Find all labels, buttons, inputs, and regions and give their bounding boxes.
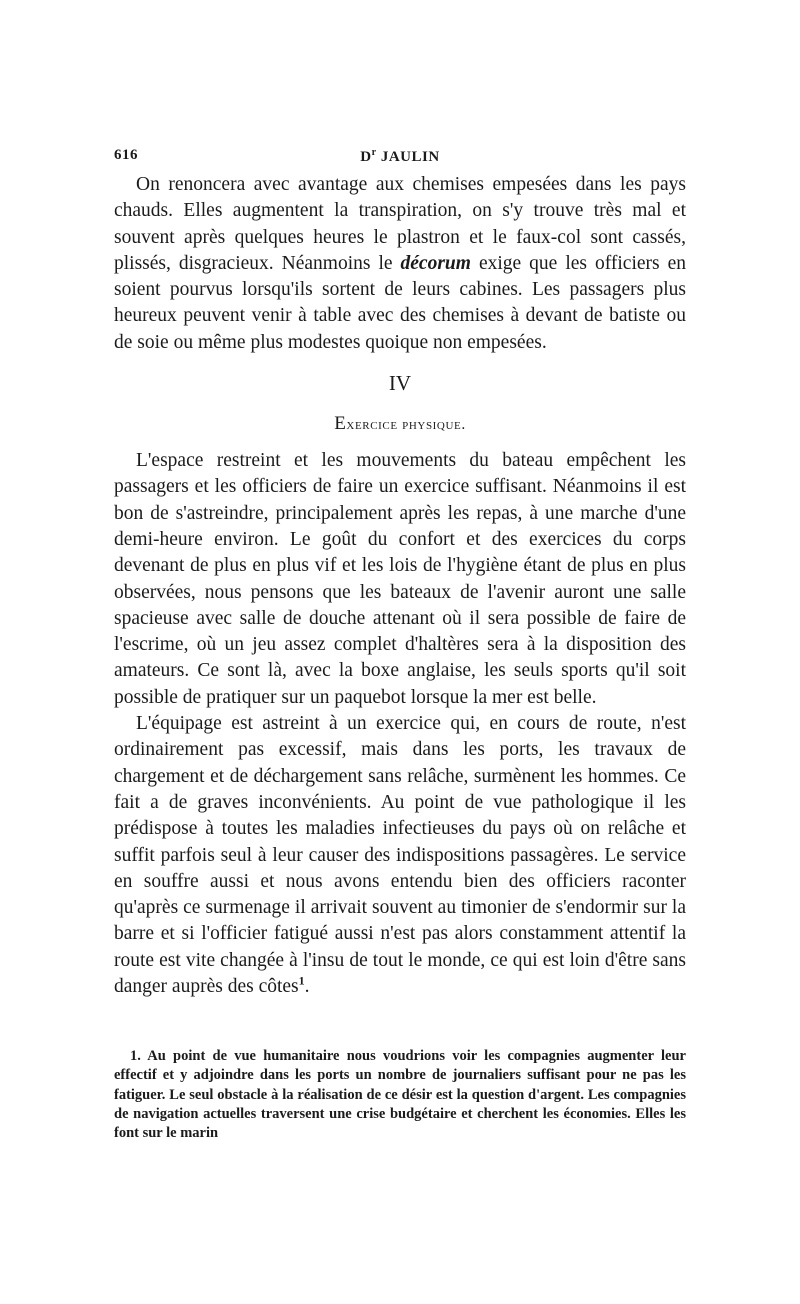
paragraph-1-italic: décorum [400,252,471,274]
section-title-cap: E [334,413,347,435]
paragraph-2: L'espace restreint et les mouvements du bateau empêchent les passagers et les officiers de faire un exercice suffisant. Néanmoins il est bon de s'astreindre, principalement après les repas, à une marche d'une demi-heure environ. Le goût du confort et des exercices du corps devenant de plus en plus vif et les lois de l'hygiène étant de plus en plus observées, nous pensons que les bateaux de l'avenir auront une salle spacieuse avec salle de douche attenant où il sera possible de faire de l'escrime, où un jeu assez complet d'haltères sera à la disposition des amateurs. Ce sont là, avec la boxe anglaise, les seuls sports qu'il soit possible de pratiquer sur un paquebot lorsque la mer est belle. [114,450,686,708]
section-title [114,412,686,436]
paragraph-1-start: On renoncera avec avantage aux chemises empesées dans les pays chauds. Elles augmentent la transpiration, on s'y trouve très mal et souvent après quelques heures le plastron et le faux-col sont cassés, plissés, disgracieux. Néanmoins le [114,174,686,274]
footnote [114,1047,686,1143]
running-title-sup: r [371,147,377,158]
paragraph-1-end: exige que les officiers en soient pourvus lorsqu'ils sortent de leurs cabines. Les passagers plus heureux peuvent venir à table avec des chemises à devant de batiste ou de soie ou même plus modestes quoique non empesées. [114,252,687,353]
running-title-prefix: D [360,149,372,165]
paragraph-3 [114,711,686,1000]
paragraph-3-end: . [304,976,310,998]
section-number: IV [388,371,412,396]
running-header [114,147,686,169]
footnote-text: 1. Au point de vue humanitaire nous voudrions voir les compagnies augmenter leur effectif et y adjoindre dans les ports un nombre de journaliers suffisant pour ne pas les fatiguer. Le seul obstacle à la réalisation de ce désir est la question d'argent. Les compagnies de navigation actuelles traversent une crise budgétaire et cherchent les économies. Elles les font sur le marin [114,1048,686,1142]
body-text [114,172,686,1000]
running-title [114,147,686,166]
paragraph-1 [114,172,686,356]
running-title-name: JAULIN [376,149,440,165]
footnote-reference: 1 [298,973,305,988]
page-number: 616 [114,147,138,163]
paragraph-3-text: L'équipage est astreint à un exercice qui, en cours de route, n'est ordinairement pas excessif, mais dans les ports, les travaux de chargement et de déchargement sans relâche, surmènent les hommes. Ce fait a de graves inconvénients. Au point de vue pathologique il les prédispose à toutes les maladies infectieuses du pays où on relâche et suffit parfois seul à leur causer des indispositions passagères. Le service en souffre aussi et nous avons entendu bien des officiers raconter qu'après ce surmenage il arrivait souvent au timonier de s'endormir sur la barre et si l'officier fatigué aussi n'est pas alors constamment attentif la route est vite changée à l'insu de tout le monde, ce qui est loin d'être sans danger auprès des côtes [114,713,686,998]
section-title-rest: xercice physique. [346,416,466,434]
